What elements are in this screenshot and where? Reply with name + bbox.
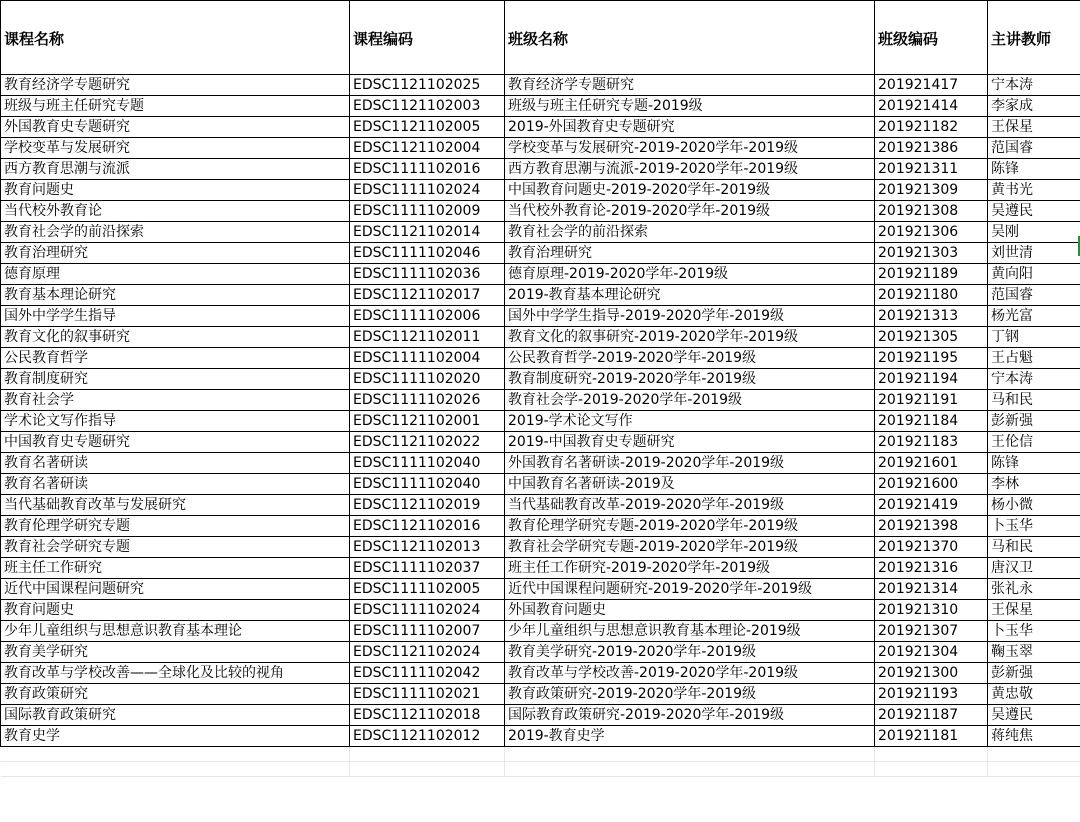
teacher-cell[interactable]: 黄书光 [988,180,1080,201]
class-name-cell[interactable]: 公民教育哲学-2019-2020学年-2019级 [505,348,875,369]
course-name-cell[interactable]: 教育文化的叙事研究 [1,327,350,348]
course-code-cell[interactable]: EDSC1111102046 [350,243,505,264]
course-name-cell[interactable]: 国际教育政策研究 [1,705,350,726]
class-name-cell[interactable]: 2019-教育史学 [505,726,875,747]
course-code-cell[interactable]: EDSC1121102017 [350,285,505,306]
teacher-cell[interactable]: 鞠玉翠 [988,642,1080,663]
course-code-cell[interactable]: EDSC1121102011 [350,327,505,348]
course-name-cell[interactable]: 教育经济学专题研究 [1,75,350,96]
course-code-cell[interactable]: EDSC1111102020 [350,369,505,390]
class-code-cell[interactable]: 201921311 [875,159,988,180]
course-code-cell[interactable]: EDSC1111102037 [350,558,505,579]
table-row [1,495,1080,516]
table-row [1,516,1080,537]
course-name-cell[interactable]: 教育政策研究 [1,684,350,705]
course-name-cell[interactable]: 当代基础教育改革与发展研究 [1,495,350,516]
course-name-cell[interactable]: 学校变革与发展研究 [1,138,350,159]
course-code-cell[interactable]: EDSC1111102026 [350,390,505,411]
course-name-cell[interactable]: 少年儿童组织与思想意识教育基本理论 [1,621,350,642]
class-code-cell[interactable]: 201921370 [875,537,988,558]
course-name-cell[interactable]: 教育史学 [1,726,350,747]
course-name-cell[interactable]: 教育社会学 [1,390,350,411]
empty-row [1,747,1080,762]
empty-cell[interactable] [505,762,875,777]
teacher-cell[interactable]: 黄忠敬 [988,684,1080,705]
course-name-cell[interactable]: 西方教育思潮与流派 [1,159,350,180]
class-name-cell[interactable]: 近代中国课程问题研究-2019-2020学年-2019级 [505,579,875,600]
empty-row [1,762,1080,777]
course-code-cell[interactable]: EDSC1111102024 [350,600,505,621]
teacher-cell[interactable]: 王伦信 [988,432,1080,453]
empty-cell[interactable] [350,762,505,777]
table-row [1,579,1080,600]
class-name-cell[interactable]: 中国教育名著研读-2019及 [505,474,875,495]
course-name-cell[interactable]: 教育改革与学校改善——全球化及比较的视角 [1,663,350,684]
class-code-cell[interactable]: 201921305 [875,327,988,348]
course-name-cell[interactable]: 班级与班主任研究专题 [1,96,350,117]
class-code-cell[interactable]: 201921309 [875,180,988,201]
teacher-cell[interactable]: 李林 [988,474,1080,495]
teacher-cell[interactable]: 张礼永 [988,579,1080,600]
teacher-cell[interactable]: 马和民 [988,537,1080,558]
class-code-cell[interactable]: 201921398 [875,516,988,537]
teacher-cell[interactable]: 蒋纯焦 [988,726,1080,747]
table-row [1,621,1080,642]
table-row [1,159,1080,180]
course-code-cell[interactable]: EDSC1111102016 [350,159,505,180]
class-name-cell[interactable]: 少年儿童组织与思想意识教育基本理论-2019级 [505,621,875,642]
course-code-cell[interactable]: EDSC1121102014 [350,222,505,243]
course-code-cell[interactable]: EDSC1121102004 [350,138,505,159]
course-code-cell[interactable]: EDSC1111102004 [350,348,505,369]
table-row [1,705,1080,726]
table-row [1,138,1080,159]
course-name-cell[interactable]: 外国教育史专题研究 [1,117,350,138]
course-code-cell[interactable]: EDSC1121102016 [350,516,505,537]
class-code-cell[interactable]: 201921306 [875,222,988,243]
teacher-cell[interactable]: 彭新强 [988,663,1080,684]
class-code-cell[interactable]: 201921316 [875,558,988,579]
teacher-cell[interactable]: 陈锋 [988,159,1080,180]
table-row [1,75,1080,96]
course-name-cell[interactable]: 近代中国课程问题研究 [1,579,350,600]
empty-cell[interactable] [350,747,505,762]
teacher-cell[interactable]: 宁本涛 [988,75,1080,96]
class-name-cell[interactable]: 2019-中国教育史专题研究 [505,432,875,453]
course-code-cell[interactable]: EDSC1111102042 [350,663,505,684]
table-row [1,432,1080,453]
teacher-cell[interactable]: 陈锋 [988,453,1080,474]
course-name-cell[interactable]: 教育伦理学研究专题 [1,516,350,537]
header-class-name[interactable]: 班级名称 [505,1,875,75]
class-code-cell[interactable]: 201921308 [875,201,988,222]
teacher-cell[interactable]: 王保星 [988,117,1080,138]
class-code-cell[interactable]: 201921601 [875,453,988,474]
class-name-cell[interactable]: 2019-外国教育史专题研究 [505,117,875,138]
teacher-cell[interactable]: 杨光富 [988,306,1080,327]
course-code-cell[interactable]: EDSC1121102012 [350,726,505,747]
course-code-cell[interactable]: EDSC1111102006 [350,306,505,327]
teacher-cell[interactable]: 杨小微 [988,495,1080,516]
class-name-cell[interactable]: 教育伦理学研究专题-2019-2020学年-2019级 [505,516,875,537]
table-row [1,369,1080,390]
teacher-cell[interactable]: 王保星 [988,600,1080,621]
table-row [1,180,1080,201]
class-code-cell[interactable]: 201921303 [875,243,988,264]
class-code-cell[interactable]: 201921180 [875,285,988,306]
table-row [1,201,1080,222]
class-code-cell[interactable]: 201921304 [875,642,988,663]
teacher-cell[interactable]: 宁本涛 [988,369,1080,390]
class-name-cell[interactable]: 教育社会学研究专题-2019-2020学年-2019级 [505,537,875,558]
class-name-cell[interactable]: 国外中学学生指导-2019-2020学年-2019级 [505,306,875,327]
course-name-cell[interactable]: 教育制度研究 [1,369,350,390]
course-code-cell[interactable]: EDSC1111102040 [350,474,505,495]
teacher-cell[interactable]: 卜玉华 [988,516,1080,537]
table-row [1,411,1080,432]
course-code-cell[interactable]: EDSC1121102019 [350,495,505,516]
class-code-cell[interactable]: 201921191 [875,390,988,411]
table-row [1,642,1080,663]
course-code-cell[interactable]: EDSC1121102013 [350,537,505,558]
empty-cell[interactable] [1,747,350,762]
class-name-cell[interactable]: 当代校外教育论-2019-2020学年-2019级 [505,201,875,222]
teacher-cell[interactable]: 黄向阳 [988,264,1080,285]
table-row [1,96,1080,117]
course-name-cell[interactable]: 教育治理研究 [1,243,350,264]
course-code-cell[interactable]: EDSC1111102009 [350,201,505,222]
class-code-cell[interactable]: 201921181 [875,726,988,747]
course-name-cell[interactable]: 教育社会学研究专题 [1,537,350,558]
table-row [1,663,1080,684]
course-name-cell[interactable]: 中国教育史专题研究 [1,432,350,453]
course-name-cell[interactable]: 班主任工作研究 [1,558,350,579]
course-code-cell[interactable]: EDSC1111102021 [350,684,505,705]
class-code-cell[interactable]: 201921307 [875,621,988,642]
table-row [1,684,1080,705]
class-name-cell[interactable]: 教育社会学-2019-2020学年-2019级 [505,390,875,411]
class-name-cell[interactable]: 西方教育思潮与流派-2019-2020学年-2019级 [505,159,875,180]
course-name-cell[interactable]: 教育名著研读 [1,474,350,495]
table-row [1,306,1080,327]
course-code-cell[interactable]: EDSC1111102024 [350,180,505,201]
course-code-cell[interactable]: EDSC1121102022 [350,432,505,453]
class-code-cell[interactable]: 201921310 [875,600,988,621]
course-code-cell[interactable]: EDSC1121102005 [350,117,505,138]
class-code-cell[interactable]: 201921300 [875,663,988,684]
class-name-cell[interactable]: 2019-学术论文写作 [505,411,875,432]
table-row [1,453,1080,474]
course-code-cell[interactable]: EDSC1111102005 [350,579,505,600]
teacher-cell[interactable]: 刘世清 [988,243,1080,264]
course-name-cell[interactable]: 公民教育哲学 [1,348,350,369]
table-row [1,726,1080,747]
header-course-code[interactable]: 课程编码 [350,1,505,75]
class-code-cell[interactable]: 201921419 [875,495,988,516]
class-code-cell[interactable]: 201921189 [875,264,988,285]
course-name-cell[interactable]: 教育社会学的前沿探索 [1,222,350,243]
table-row [1,222,1080,243]
course-code-cell[interactable]: EDSC1121102018 [350,705,505,726]
course-name-cell[interactable]: 教育基本理论研究 [1,285,350,306]
class-name-cell[interactable]: 外国教育名著研读-2019-2020学年-2019级 [505,453,875,474]
empty-cell[interactable] [1,762,350,777]
class-name-cell[interactable]: 教育美学研究-2019-2020学年-2019级 [505,642,875,663]
course-name-cell[interactable]: 教育美学研究 [1,642,350,663]
class-code-cell[interactable]: 201921195 [875,348,988,369]
empty-cell[interactable] [875,747,988,762]
teacher-cell[interactable]: 范国睿 [988,138,1080,159]
course-code-cell[interactable]: EDSC1111102040 [350,453,505,474]
class-name-cell[interactable]: 教育经济学专题研究 [505,75,875,96]
class-name-cell[interactable]: 国际教育政策研究-2019-2020学年-2019级 [505,705,875,726]
class-code-cell[interactable]: 201921414 [875,96,988,117]
class-code-cell[interactable]: 201921194 [875,369,988,390]
class-name-cell[interactable]: 教育政策研究-2019-2020学年-2019级 [505,684,875,705]
table-row [1,243,1080,264]
empty-cell[interactable] [988,747,1080,762]
table-row [1,537,1080,558]
header-row [1,1,1080,75]
table-row [1,327,1080,348]
course-code-cell[interactable]: EDSC1111102036 [350,264,505,285]
teacher-cell[interactable]: 范国睿 [988,285,1080,306]
class-code-cell[interactable]: 201921314 [875,579,988,600]
class-code-cell[interactable]: 201921184 [875,411,988,432]
course-name-cell[interactable]: 德育原理 [1,264,350,285]
table-row [1,474,1080,495]
course-code-cell[interactable]: EDSC1121102025 [350,75,505,96]
class-name-cell[interactable]: 班主任工作研究-2019-2020学年-2019级 [505,558,875,579]
course-name-cell[interactable]: 教育问题史 [1,600,350,621]
class-name-cell[interactable]: 教育改革与学校改善-2019-2020学年-2019级 [505,663,875,684]
table-body [1,75,1080,777]
table-row [1,285,1080,306]
class-name-cell[interactable]: 德育原理-2019-2020学年-2019级 [505,264,875,285]
class-code-cell[interactable]: 201921182 [875,117,988,138]
table-row [1,264,1080,285]
class-code-cell[interactable]: 201921187 [875,705,988,726]
teacher-cell[interactable]: 吴刚 [988,222,1080,243]
course-name-cell[interactable]: 当代校外教育论 [1,201,350,222]
class-code-cell[interactable]: 201921313 [875,306,988,327]
teacher-cell[interactable]: 卜玉华 [988,621,1080,642]
class-code-cell[interactable]: 201921417 [875,75,988,96]
teacher-cell[interactable]: 吴遵民 [988,705,1080,726]
header-teacher[interactable]: 主讲教师 [988,1,1080,75]
empty-cell[interactable] [505,747,875,762]
course-code-cell[interactable]: EDSC1121102003 [350,96,505,117]
course-name-cell[interactable]: 学术论文写作指导 [1,411,350,432]
header-course-name[interactable]: 课程名称 [1,1,350,75]
header-class-code[interactable]: 班级编码 [875,1,988,75]
table-row [1,117,1080,138]
class-name-cell[interactable]: 教育文化的叙事研究-2019-2020学年-2019级 [505,327,875,348]
class-name-cell[interactable]: 教育社会学的前沿探索 [505,222,875,243]
class-name-cell[interactable]: 教育治理研究 [505,243,875,264]
table-row [1,348,1080,369]
class-name-cell[interactable]: 班级与班主任研究专题-2019级 [505,96,875,117]
class-name-cell[interactable]: 当代基础教育改革-2019-2020学年-2019级 [505,495,875,516]
teacher-cell[interactable]: 马和民 [988,390,1080,411]
course-name-cell[interactable]: 教育名著研读 [1,453,350,474]
empty-cell[interactable] [875,762,988,777]
class-name-cell[interactable]: 教育制度研究-2019-2020学年-2019级 [505,369,875,390]
course-code-cell[interactable]: EDSC1121102001 [350,411,505,432]
class-code-cell[interactable]: 201921193 [875,684,988,705]
table-row [1,390,1080,411]
class-name-cell[interactable]: 外国教育问题史 [505,600,875,621]
table-row [1,558,1080,579]
course-code-cell[interactable]: EDSC1121102024 [350,642,505,663]
teacher-cell[interactable]: 李家成 [988,96,1080,117]
course-name-cell[interactable]: 教育问题史 [1,180,350,201]
teacher-cell[interactable]: 彭新强 [988,411,1080,432]
course-name-cell[interactable]: 国外中学学生指导 [1,306,350,327]
teacher-cell[interactable]: 吴遵民 [988,201,1080,222]
teacher-cell[interactable]: 唐汉卫 [988,558,1080,579]
class-name-cell[interactable]: 中国教育问题史-2019-2020学年-2019级 [505,180,875,201]
empty-cell[interactable] [988,762,1080,777]
teacher-cell[interactable]: 丁钢 [988,327,1080,348]
course-code-cell[interactable]: EDSC1111102007 [350,621,505,642]
table-row [1,600,1080,621]
class-code-cell[interactable]: 201921386 [875,138,988,159]
class-code-cell[interactable]: 201921183 [875,432,988,453]
class-name-cell[interactable]: 学校变革与发展研究-2019-2020学年-2019级 [505,138,875,159]
teacher-cell[interactable]: 王占魁 [988,348,1080,369]
class-code-cell[interactable]: 201921600 [875,474,988,495]
class-name-cell[interactable]: 2019-教育基本理论研究 [505,285,875,306]
